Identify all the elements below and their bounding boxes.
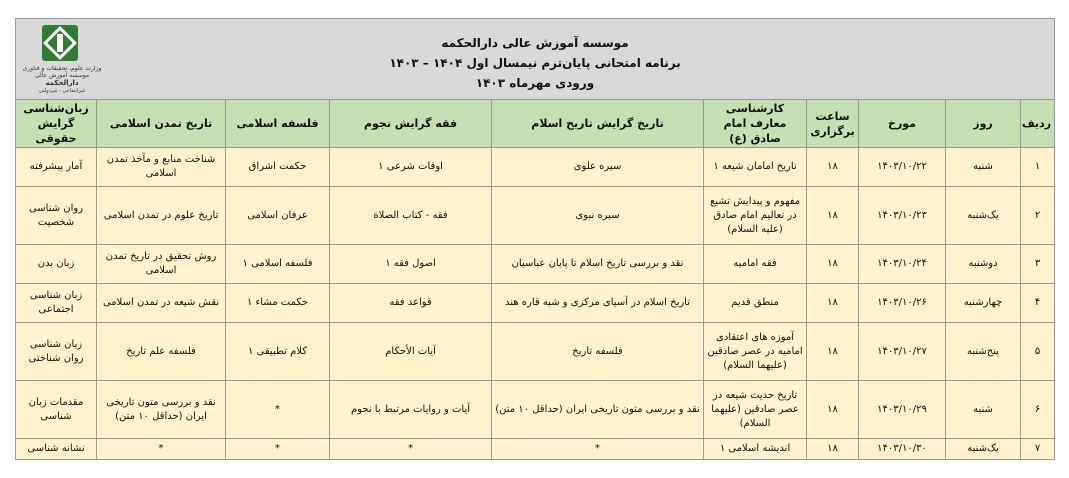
logo-line-4: غیرانتفاعی - غیردولتی: [38, 88, 86, 94]
table-cell: آیات و روایات مرتبط با نجوم: [330, 381, 492, 439]
table-row: [16, 148, 1055, 187]
table-cell: آمار پیشرفته: [16, 148, 97, 187]
table-cell: روش تحقیق در تاریخ تمدن اسلامی: [97, 245, 226, 284]
table-cell: ۱۸: [807, 148, 859, 187]
institution-logo-icon: [42, 25, 78, 61]
table-cell: مفهوم و پیدایش تشیع در تعالیم امام صادق (علیه السلام): [704, 187, 807, 245]
table-row: [16, 381, 1055, 439]
table-cell: روان شناسی شخصیت: [16, 187, 97, 245]
table-cell: ۴: [1021, 284, 1055, 323]
table-cell: عرفان اسلامی: [226, 187, 330, 245]
institution-logo: [20, 23, 104, 95]
table-cell: نقد و بررسی متون تاریخی ایران (حداقل ۱۰ متن): [97, 381, 226, 439]
column-header: فقه گرایش نجوم: [330, 100, 492, 148]
logo-line-2: موسسه آموزش عالی: [34, 72, 90, 79]
table-cell: آیات الأحکام: [330, 323, 492, 381]
table-cell: ۱۴۰۳/۱۰/۲۷: [859, 323, 946, 381]
table-cell: فلسفه اسلامی ۱: [226, 245, 330, 284]
table-cell: پنج‌شنبه: [946, 323, 1021, 381]
table-cell: *: [97, 439, 226, 460]
column-header: ساعت برگزاری: [807, 100, 859, 148]
table-cell: ۱۴۰۳/۱۰/۳۰: [859, 439, 946, 460]
table-cell: ۱۴۰۳/۱۰/۲۲: [859, 148, 946, 187]
table-cell: یک‌شنبه: [946, 187, 1021, 245]
table-cell: منطق قدیم: [704, 284, 807, 323]
column-header-row: [16, 100, 1055, 148]
table-cell: تاریخ علوم در تمدن اسلامی: [97, 187, 226, 245]
table-cell: فقه امامیه: [704, 245, 807, 284]
table-cell: ۷: [1021, 439, 1055, 460]
table-cell: ۱۸: [807, 245, 859, 284]
table-cell: نقد و بررسی تاریخ اسلام تا پایان عباسیان: [492, 245, 704, 284]
table-cell: ۳: [1021, 245, 1055, 284]
column-header: کارشناسی معارف امام صادق (ع): [704, 100, 807, 148]
program-title: برنامه امتحانی پایان‌ترم نیمسال اول ۱۴۰۴ – ۱۴۰۳: [389, 56, 681, 70]
table-cell: سیره نبوی: [492, 187, 704, 245]
table-cell: زبان بدن: [16, 245, 97, 284]
table-cell: فلسفه تاریخ: [492, 323, 704, 381]
column-header: فلسفه اسلامی: [226, 100, 330, 148]
entry-title: ورودی مهرماه ۱۴۰۳: [475, 76, 595, 90]
logo-line-1: وزارت علوم، تحقیقات و فناوری: [22, 65, 102, 72]
table-cell: تاریخ اسلام در آسیای مرکزی و شبه قاره هند: [492, 284, 704, 323]
column-header: تاریخ گرایش تاریخ اسلام: [492, 100, 704, 148]
table-cell: شنبه: [946, 381, 1021, 439]
table-cell: ۱۸: [807, 323, 859, 381]
table-cell: زبان شناسی اجتماعی: [16, 284, 97, 323]
table-cell: ۶: [1021, 381, 1055, 439]
table-cell: *: [226, 381, 330, 439]
table-cell: مقدمات زبان شناسی: [16, 381, 97, 439]
table-cell: *: [492, 439, 704, 460]
table-row: [16, 245, 1055, 284]
table-cell: تاریخ امامان شیعه ۱: [704, 148, 807, 187]
table-cell: حکمت اشراق: [226, 148, 330, 187]
table-cell: ۱۸: [807, 187, 859, 245]
table-cell: *: [330, 439, 492, 460]
table-cell: ۱۴۰۳/۱۰/۲۴: [859, 245, 946, 284]
table-cell: ۲: [1021, 187, 1055, 245]
table-cell: فقه - کتاب الصلاة: [330, 187, 492, 245]
table-cell: ۱۴۰۳/۱۰/۲۹: [859, 381, 946, 439]
table-cell: ۵: [1021, 323, 1055, 381]
exam-schedule: [15, 18, 1054, 460]
table-cell: اندیشه اسلامی ۱: [704, 439, 807, 460]
table-cell: نشانه شناسی: [16, 439, 97, 460]
table-cell: ۱۸: [807, 381, 859, 439]
table-cell: قواعد فقه: [330, 284, 492, 323]
logo-line-3: دارالحکمه: [45, 79, 79, 87]
table-cell: اوقات شرعی ۱: [330, 148, 492, 187]
column-header: روز: [946, 100, 1021, 148]
table-cell: دوشنبه: [946, 245, 1021, 284]
table-row: [16, 439, 1055, 460]
table-cell: ۱۴۰۳/۱۰/۲۶: [859, 284, 946, 323]
table-cell: کلام تطبیقی ۱: [226, 323, 330, 381]
table-cell: *: [226, 439, 330, 460]
table-cell: ۱۸: [807, 439, 859, 460]
column-header: تاریخ تمدن اسلامی: [97, 100, 226, 148]
table-cell: شنبه: [946, 148, 1021, 187]
table-cell: چهارشنبه: [946, 284, 1021, 323]
table-row: [16, 284, 1055, 323]
column-header: زبان‌شناسی گرایش حقوقی: [16, 100, 97, 148]
table-cell: ۱۸: [807, 284, 859, 323]
table-cell: یک‌شنبه: [946, 439, 1021, 460]
header-banner: [16, 19, 1055, 100]
table-cell: حکمت مشاء ۱: [226, 284, 330, 323]
table-cell: سیره علوی: [492, 148, 704, 187]
table-cell: نقد و بررسی متون تاریخی ایران (حداقل ۱۰ متن): [492, 381, 704, 439]
exam-schedule-table: [15, 18, 1055, 460]
table-cell: شناخت منابع و مآخذ تمدن اسلامی: [97, 148, 226, 187]
institution-name: موسسه آموزش عالی دارالحکمه: [441, 36, 629, 50]
column-header: ردیف: [1021, 100, 1055, 148]
table-cell: نقش شیعه در تمدن اسلامی: [97, 284, 226, 323]
table-cell: اصول فقه ۱: [330, 245, 492, 284]
table-row: [16, 187, 1055, 245]
table-cell: آموزه های اعتقادی امامیه در عصر صادقین (علیهما السلام): [704, 323, 807, 381]
table-row: [16, 323, 1055, 381]
table-cell: ۱: [1021, 148, 1055, 187]
table-cell: فلسفه علم تاریخ: [97, 323, 226, 381]
column-header: مورخ: [859, 100, 946, 148]
table-cell: تاریخ حدیث شیعه در عصر صادقین (علیهما السلام): [704, 381, 807, 439]
table-cell: زبان شناسی روان شناختی: [16, 323, 97, 381]
table-cell: ۱۴۰۳/۱۰/۲۳: [859, 187, 946, 245]
